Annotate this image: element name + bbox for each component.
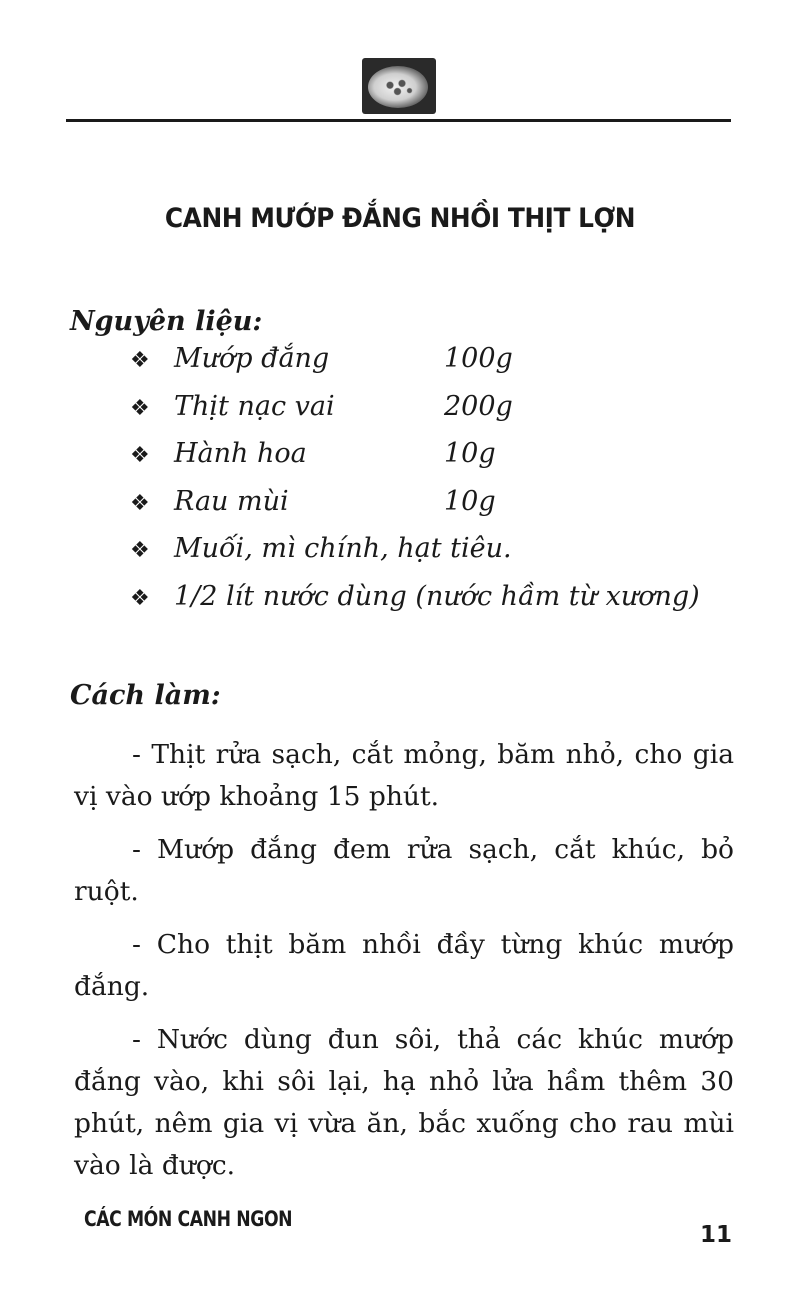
ingredient-quantity: 10g	[444, 485, 496, 517]
ingredient-quantity: 100g	[444, 343, 513, 374]
diamond-bullet-icon: ❖	[130, 348, 150, 373]
recipe-title: CANH MƯỚP ĐẮNG NHỒI THỊT LỢN	[164, 203, 636, 234]
diamond-bullet-icon: ❖	[130, 490, 150, 516]
ingredients-heading: Nguyên liệu:	[70, 306, 263, 337]
method-step: - Thịt rửa sạch, cắt mỏng, băm nhỏ, cho gia vị vào ướp khoảng 15 phút.	[74, 739, 734, 812]
book-title: CÁC MÓN CANH NGON	[84, 1207, 293, 1231]
diamond-bullet-icon: ❖	[130, 395, 150, 421]
header-divider	[66, 119, 731, 122]
ingredient-name: Rau mùi	[174, 485, 289, 517]
diamond-bullet-icon: ❖	[130, 443, 150, 469]
ingredient-quantity: 200g	[444, 390, 513, 422]
ingredient-name: Hành hoa	[174, 438, 307, 470]
method-step: - Nước dùng đun sôi, thả các khúc mướp đắng vào, khi sôi lại, hạ nhỏ lửa hầm thêm 30 phút, nêm gia vị vừa ăn, bắc xuống cho rau mùi vào là được.	[74, 1024, 734, 1181]
method-heading: Cách làm:	[70, 680, 221, 711]
method-step: - Cho thịt băm nhồi đầy từng khúc mướp đắng.	[74, 929, 734, 1002]
ingredient-quantity: 10g	[444, 438, 496, 470]
method-steps	[74, 734, 734, 1198]
ingredient-name: Mướp đắng	[174, 343, 330, 374]
ingredient-name: Muối, mì chính, hạt tiêu.	[174, 533, 512, 565]
ingredient-name: 1/2 lít nước dùng (nước hầm từ xương)	[174, 580, 700, 612]
ingredient-name: Thịt nạc vai	[174, 390, 335, 422]
food-graphic	[384, 78, 414, 96]
food-plate-icon	[362, 58, 436, 114]
method-step: - Mướp đắng đem rửa sạch, cắt khúc, bỏ ruột.	[74, 834, 734, 907]
diamond-bullet-icon: ❖	[130, 585, 150, 611]
diamond-bullet-icon: ❖	[130, 538, 150, 564]
page-number: 11	[700, 1222, 733, 1248]
